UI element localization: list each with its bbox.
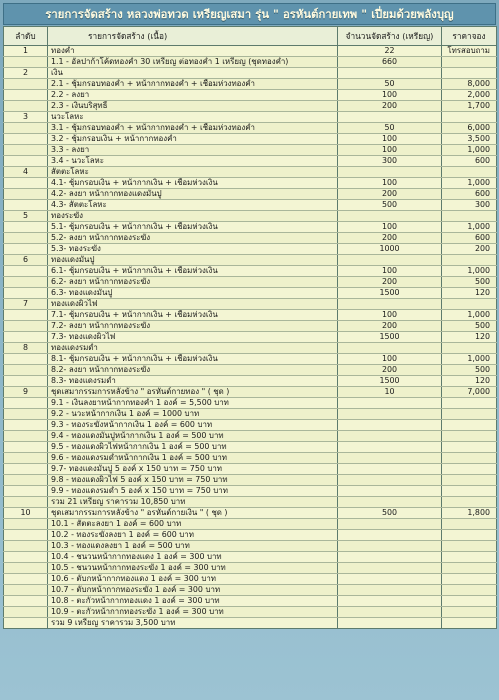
cell-no [4,189,48,200]
cell-price: 500 [442,365,497,376]
cell-item: 9.8 - ทองแดงผิวไฟ 5 องค์ x 150 บาท = 750 บาท [48,475,338,486]
cell-item: รวม 21 เหรียญ ราคารวม 10,850 บาท [48,497,338,508]
table-row [4,409,497,420]
cell-qty [338,563,442,574]
cell-price [442,398,497,409]
cell-no: 7 [4,299,48,310]
cell-no [4,321,48,332]
cell-no: 2 [4,68,48,79]
table-row [4,475,497,486]
cell-no [4,79,48,90]
cell-no: 4 [4,167,48,178]
table-row [4,596,497,607]
cell-no [4,409,48,420]
cell-no: 9 [4,387,48,398]
cell-item: 10.6 - ตับกหน้ากากทองแดง 1 องค์ = 300 บาท [48,574,338,585]
header-price: ราคาจอง [442,27,497,46]
cell-qty: 200 [338,365,442,376]
cell-no [4,365,48,376]
cell-item: 8.1- ชุ้มกรอบเงิน + หน้ากากเงิน + เชื่อมห่วงเงิน [48,354,338,365]
cell-price [442,68,497,79]
cell-no [4,442,48,453]
cell-item: 4.2- ลงยา หน้ากากทองแดงมันปู [48,189,338,200]
cell-qty: 1500 [338,288,442,299]
table-row [4,101,497,112]
cell-item: 9.4 - ทองแดงมันปูหน้ากากเงิน 1 องค์ = 500 บาท [48,431,338,442]
cell-qty: 100 [338,310,442,321]
table-row [4,156,497,167]
cell-qty [338,211,442,222]
cell-qty: 500 [338,200,442,211]
cell-price: 1,000 [442,266,497,277]
cell-no [4,244,48,255]
table-row [4,442,497,453]
cell-qty [338,497,442,508]
table-header [4,27,497,46]
cell-qty: 100 [338,266,442,277]
cell-no [4,123,48,134]
cell-qty: 200 [338,277,442,288]
cell-no [4,497,48,508]
cell-price [442,585,497,596]
cell-price [442,343,497,354]
cell-qty: 100 [338,134,442,145]
cell-price [442,530,497,541]
cell-no [4,233,48,244]
cell-qty [338,552,442,563]
cell-price: 120 [442,376,497,387]
cell-no [4,277,48,288]
table-row [4,354,497,365]
cell-price: 600 [442,156,497,167]
cell-price: 120 [442,332,497,343]
table-row [4,321,497,332]
cell-item: 10.2 - ทองระฆังลงยา 1 องค์ = 600 บาท [48,530,338,541]
cell-qty: 660 [338,57,442,68]
table-row [4,79,497,90]
cell-price [442,299,497,310]
table-body [4,46,497,629]
cell-no: 8 [4,343,48,354]
cell-qty [338,541,442,552]
cell-no: 1 [4,46,48,57]
cell-no [4,200,48,211]
cell-item: 5.2- ลงยา หน้ากากทองระฆัง [48,233,338,244]
table-row [4,585,497,596]
cell-item: ชุดเสมากรรมการหลังข้าง " อรหันต์กายทอง " ( ชุด ) [48,387,338,398]
cell-item: 10.1 - สัตตะลงยา 1 องค์ = 600 บาท [48,519,338,530]
cell-qty: 100 [338,145,442,156]
cell-no [4,178,48,189]
cell-no [4,618,48,629]
cell-item: ทองแดงรมดำ [48,343,338,354]
cell-price [442,563,497,574]
cell-price [442,211,497,222]
table-row [4,530,497,541]
cell-qty [338,409,442,420]
cell-item: รวม 9 เหรียญ ราคารวม 3,500 บาท [48,618,338,629]
cell-item: 10.4 - ชนวนหน้ากากทองแดง 1 องค์ = 300 บาท [48,552,338,563]
cell-price: 1,000 [442,354,497,365]
cell-item: 7.1- ชุ้มกรอบเงิน + หน้ากากเงิน + เชื่อมห่วงเงิน [48,310,338,321]
cell-price [442,453,497,464]
table-row [4,552,497,563]
cell-price [442,57,497,68]
cell-item: ชุดเสมากรรมการหลังข้าง " อรหันต์กายเงิน " ( ชุด ) [48,508,338,519]
table-row [4,244,497,255]
cell-no [4,376,48,387]
cell-item: 9.1 - เงินลงยาหน้ากากทองคำ 1 องค์ = 5,500 บาท [48,398,338,409]
cell-price [442,519,497,530]
cell-price: 500 [442,321,497,332]
cell-no [4,552,48,563]
cell-no [4,486,48,497]
cell-item: 9.6 - ทองแดงรมดำหน้ากากเงิน 1 องค์ = 500 บาท [48,453,338,464]
cell-qty: 50 [338,79,442,90]
cell-item: 8.2- ลงยา หน้ากากทองระฆัง [48,365,338,376]
table-row [4,618,497,629]
cell-item: 2.2 - ลงยา [48,90,338,101]
cell-price: 1,800 [442,508,497,519]
table-row [4,200,497,211]
cell-no [4,354,48,365]
cell-qty: 100 [338,354,442,365]
cell-item: ทองแดงมันปู [48,255,338,266]
cell-no [4,134,48,145]
cell-price: 8,000 [442,79,497,90]
cell-qty [338,596,442,607]
cell-price [442,618,497,629]
table-row [4,222,497,233]
table-row [4,453,497,464]
cell-no [4,530,48,541]
cell-qty: 300 [338,156,442,167]
cell-item: 8.3- ทองแดงรมดำ [48,376,338,387]
cell-no [4,607,48,618]
cell-qty [338,112,442,123]
cell-price [442,596,497,607]
cell-price [442,167,497,178]
table-row [4,607,497,618]
table-row [4,134,497,145]
cell-qty [338,530,442,541]
cell-no [4,310,48,321]
cell-qty [338,607,442,618]
table-row [4,178,497,189]
cell-qty: 200 [338,189,442,200]
cell-item: 9.7- ทองแดงมันปู 5 องค์ x 150 บาท = 750 บาท [48,464,338,475]
cell-price: โทรสอบถาม [442,46,497,57]
cell-item: 7.2- ลงยา หน้ากากทองระฆัง [48,321,338,332]
cell-item: เงิน [48,68,338,79]
table-row [4,277,497,288]
cell-price: 120 [442,288,497,299]
cell-item: 6.1- ชุ้มกรอบเงิน + หน้ากากเงิน + เชื่อมห่วงเงิน [48,266,338,277]
cell-item: 6.2- ลงยา หน้ากากทองระฆัง [48,277,338,288]
table-row [4,420,497,431]
cell-item: 2.1 - ชุ้มกรอบทองคำ + หน้ากากทองคำ + เชื่อมห่วงทองคำ [48,79,338,90]
cell-item: 9.3 - ทองระฆังหน้ากากเงิน 1 องค์ = 600 บาท [48,420,338,431]
cell-price [442,607,497,618]
cell-price: 7,000 [442,387,497,398]
cell-price [442,409,497,420]
table-row [4,255,497,266]
cell-price [442,486,497,497]
cell-no [4,596,48,607]
cell-no [4,574,48,585]
cell-qty [338,255,442,266]
cell-qty: 100 [338,90,442,101]
cell-price [442,464,497,475]
table-row [4,123,497,134]
table-row [4,387,497,398]
table-row [4,233,497,244]
table-row [4,46,497,57]
cell-qty: 1500 [338,376,442,387]
cell-no [4,519,48,530]
cell-price [442,552,497,563]
cell-item: สัตตะโลหะ [48,167,338,178]
cell-item: 5.3- ทองระฆัง [48,244,338,255]
table-row [4,112,497,123]
table-row [4,266,497,277]
cell-qty: 200 [338,101,442,112]
cell-qty: 100 [338,178,442,189]
table-row [4,299,497,310]
cell-qty [338,486,442,497]
cell-item: 3.3 - ลงยา [48,145,338,156]
table-row [4,376,497,387]
cell-item: 10.9 - ตะกั่วหน้ากากทองระฆัง 1 องค์ = 300 บาท [48,607,338,618]
cell-price: 1,000 [442,178,497,189]
cell-price: 1,700 [442,101,497,112]
cell-no [4,563,48,574]
cell-qty: 1000 [338,244,442,255]
cell-price: 1,000 [442,222,497,233]
cell-price [442,420,497,431]
table-row [4,365,497,376]
table-row [4,167,497,178]
table-row [4,574,497,585]
table-row [4,332,497,343]
cell-item: 10.8 - ตะกั่วหน้ากากทองแดง 1 องค์ = 300 บาท [48,596,338,607]
cell-no [4,398,48,409]
table-row [4,497,497,508]
cell-qty: 200 [338,233,442,244]
table-row [4,343,497,354]
cell-price [442,112,497,123]
header-row [4,27,497,46]
cell-qty [338,585,442,596]
cell-item: 1.1 - อัลปาก้าโค้ดทองคำ 30 เหรียญ ต่อทองคำ 1 เหรียญ (ชุดทองคำ) [48,57,338,68]
table-row [4,310,497,321]
cell-qty [338,420,442,431]
cell-price: 300 [442,200,497,211]
header-qty: จำนวนจัดสร้าง (เหรียญ) [338,27,442,46]
cell-item: 10.3 - ทองแดงลงยา 1 องค์ = 500 บาท [48,541,338,552]
cell-price [442,574,497,585]
page-title: รายการจัดสร้าง หลวงพ่อทวด เหรียญเสมา รุ่น " อรหันต์กายเทพ " เปี่ยมด้วยพลังบุญ [3,3,496,25]
cell-no [4,431,48,442]
cell-qty: 200 [338,321,442,332]
table-row [4,486,497,497]
cell-qty: 22 [338,46,442,57]
cell-no [4,156,48,167]
cell-no: 3 [4,112,48,123]
cell-item: นวะโลหะ [48,112,338,123]
cell-price: 1,000 [442,310,497,321]
cell-price [442,255,497,266]
table-row [4,90,497,101]
table-row [4,541,497,552]
cell-qty: 1500 [338,332,442,343]
table-row [4,189,497,200]
cell-item: 3.1 - ชุ้มกรอบทองคำ + หน้ากากทองคำ + เชื่อมห่วงทองคำ [48,123,338,134]
cell-qty: 10 [338,387,442,398]
cell-no: 5 [4,211,48,222]
table-row [4,563,497,574]
table-row [4,68,497,79]
cell-item: ทองระฆัง [48,211,338,222]
cell-item: 4.3- สัตตะโลหะ [48,200,338,211]
cell-no: 6 [4,255,48,266]
table-row [4,398,497,409]
cell-item: 3.4 - นวะโลหะ [48,156,338,167]
cell-item: 7.3- ทองแดงผิวไฟ [48,332,338,343]
table-row [4,145,497,156]
cell-no [4,585,48,596]
table-row [4,464,497,475]
cell-item: 6.3- ทองแดงมันปู [48,288,338,299]
header-item: รายการจัดสร้าง (เนื้อ) [48,27,338,46]
cell-price [442,442,497,453]
cell-price: 200 [442,244,497,255]
cell-price [442,431,497,442]
cell-price [442,475,497,486]
cell-item: 5.1- ชุ้มกรอบเงิน + หน้ากากเงิน + เชื่อมห่วงเงิน [48,222,338,233]
cell-no: 10 [4,508,48,519]
table-row [4,431,497,442]
cell-price: 1,000 [442,145,497,156]
cell-no [4,222,48,233]
cell-qty [338,167,442,178]
cell-qty: 500 [338,508,442,519]
cell-no [4,101,48,112]
cell-no [4,288,48,299]
cell-price: 600 [442,233,497,244]
cell-item: 9.5 - ทองแดงผิวไฟหน้ากากเงิน 1 องค์ = 500 บาท [48,442,338,453]
cell-item: 10.5 - ชนวนหน้ากากทองระฆัง 1 องค์ = 300 บาท [48,563,338,574]
cell-qty [338,464,442,475]
table-row [4,508,497,519]
cell-no [4,420,48,431]
price-table [3,26,497,629]
cell-price: 600 [442,189,497,200]
cell-qty [338,475,442,486]
cell-no [4,266,48,277]
cell-item: 3.2 - ชุ้มกรอบเงิน + หน้ากากทองคำ [48,134,338,145]
cell-price: 3,500 [442,134,497,145]
cell-qty [338,574,442,585]
cell-item: 10.7 - ตับกหน้ากากทองระฆัง 1 องค์ = 300 บาท [48,585,338,596]
table-row [4,288,497,299]
cell-price [442,497,497,508]
cell-item: ทองแดงผิวไฟ [48,299,338,310]
cell-qty: 50 [338,123,442,134]
cell-item: 4.1- ชุ้มกรอบเงิน + หน้ากากเงิน + เชื่อมห่วงเงิน [48,178,338,189]
cell-price: 2,000 [442,90,497,101]
cell-item: 2.3 - เงินบริสุทธิ์ [48,101,338,112]
cell-price: 6,000 [442,123,497,134]
cell-item: ทองคำ [48,46,338,57]
table-row [4,211,497,222]
cell-qty [338,398,442,409]
cell-qty [338,343,442,354]
cell-no [4,57,48,68]
header-no: ลำดับ [4,27,48,46]
cell-qty [338,299,442,310]
cell-qty [338,453,442,464]
cell-qty [338,431,442,442]
cell-qty [338,519,442,530]
cell-price: 500 [442,277,497,288]
cell-qty [338,442,442,453]
cell-qty: 100 [338,222,442,233]
table-row [4,57,497,68]
cell-item: 9.9 - ทองแดงรมดำ 5 องค์ x 150 บาท = 750 บาท [48,486,338,497]
cell-item: 9.2 - นวะหน้ากากเงิน 1 องค์ = 1000 บาท [48,409,338,420]
cell-no [4,475,48,486]
table-row [4,519,497,530]
cell-no [4,332,48,343]
cell-no [4,453,48,464]
cell-qty [338,618,442,629]
cell-no [4,145,48,156]
cell-price [442,541,497,552]
cell-no [4,90,48,101]
cell-no [4,541,48,552]
cell-no [4,464,48,475]
cell-qty [338,68,442,79]
